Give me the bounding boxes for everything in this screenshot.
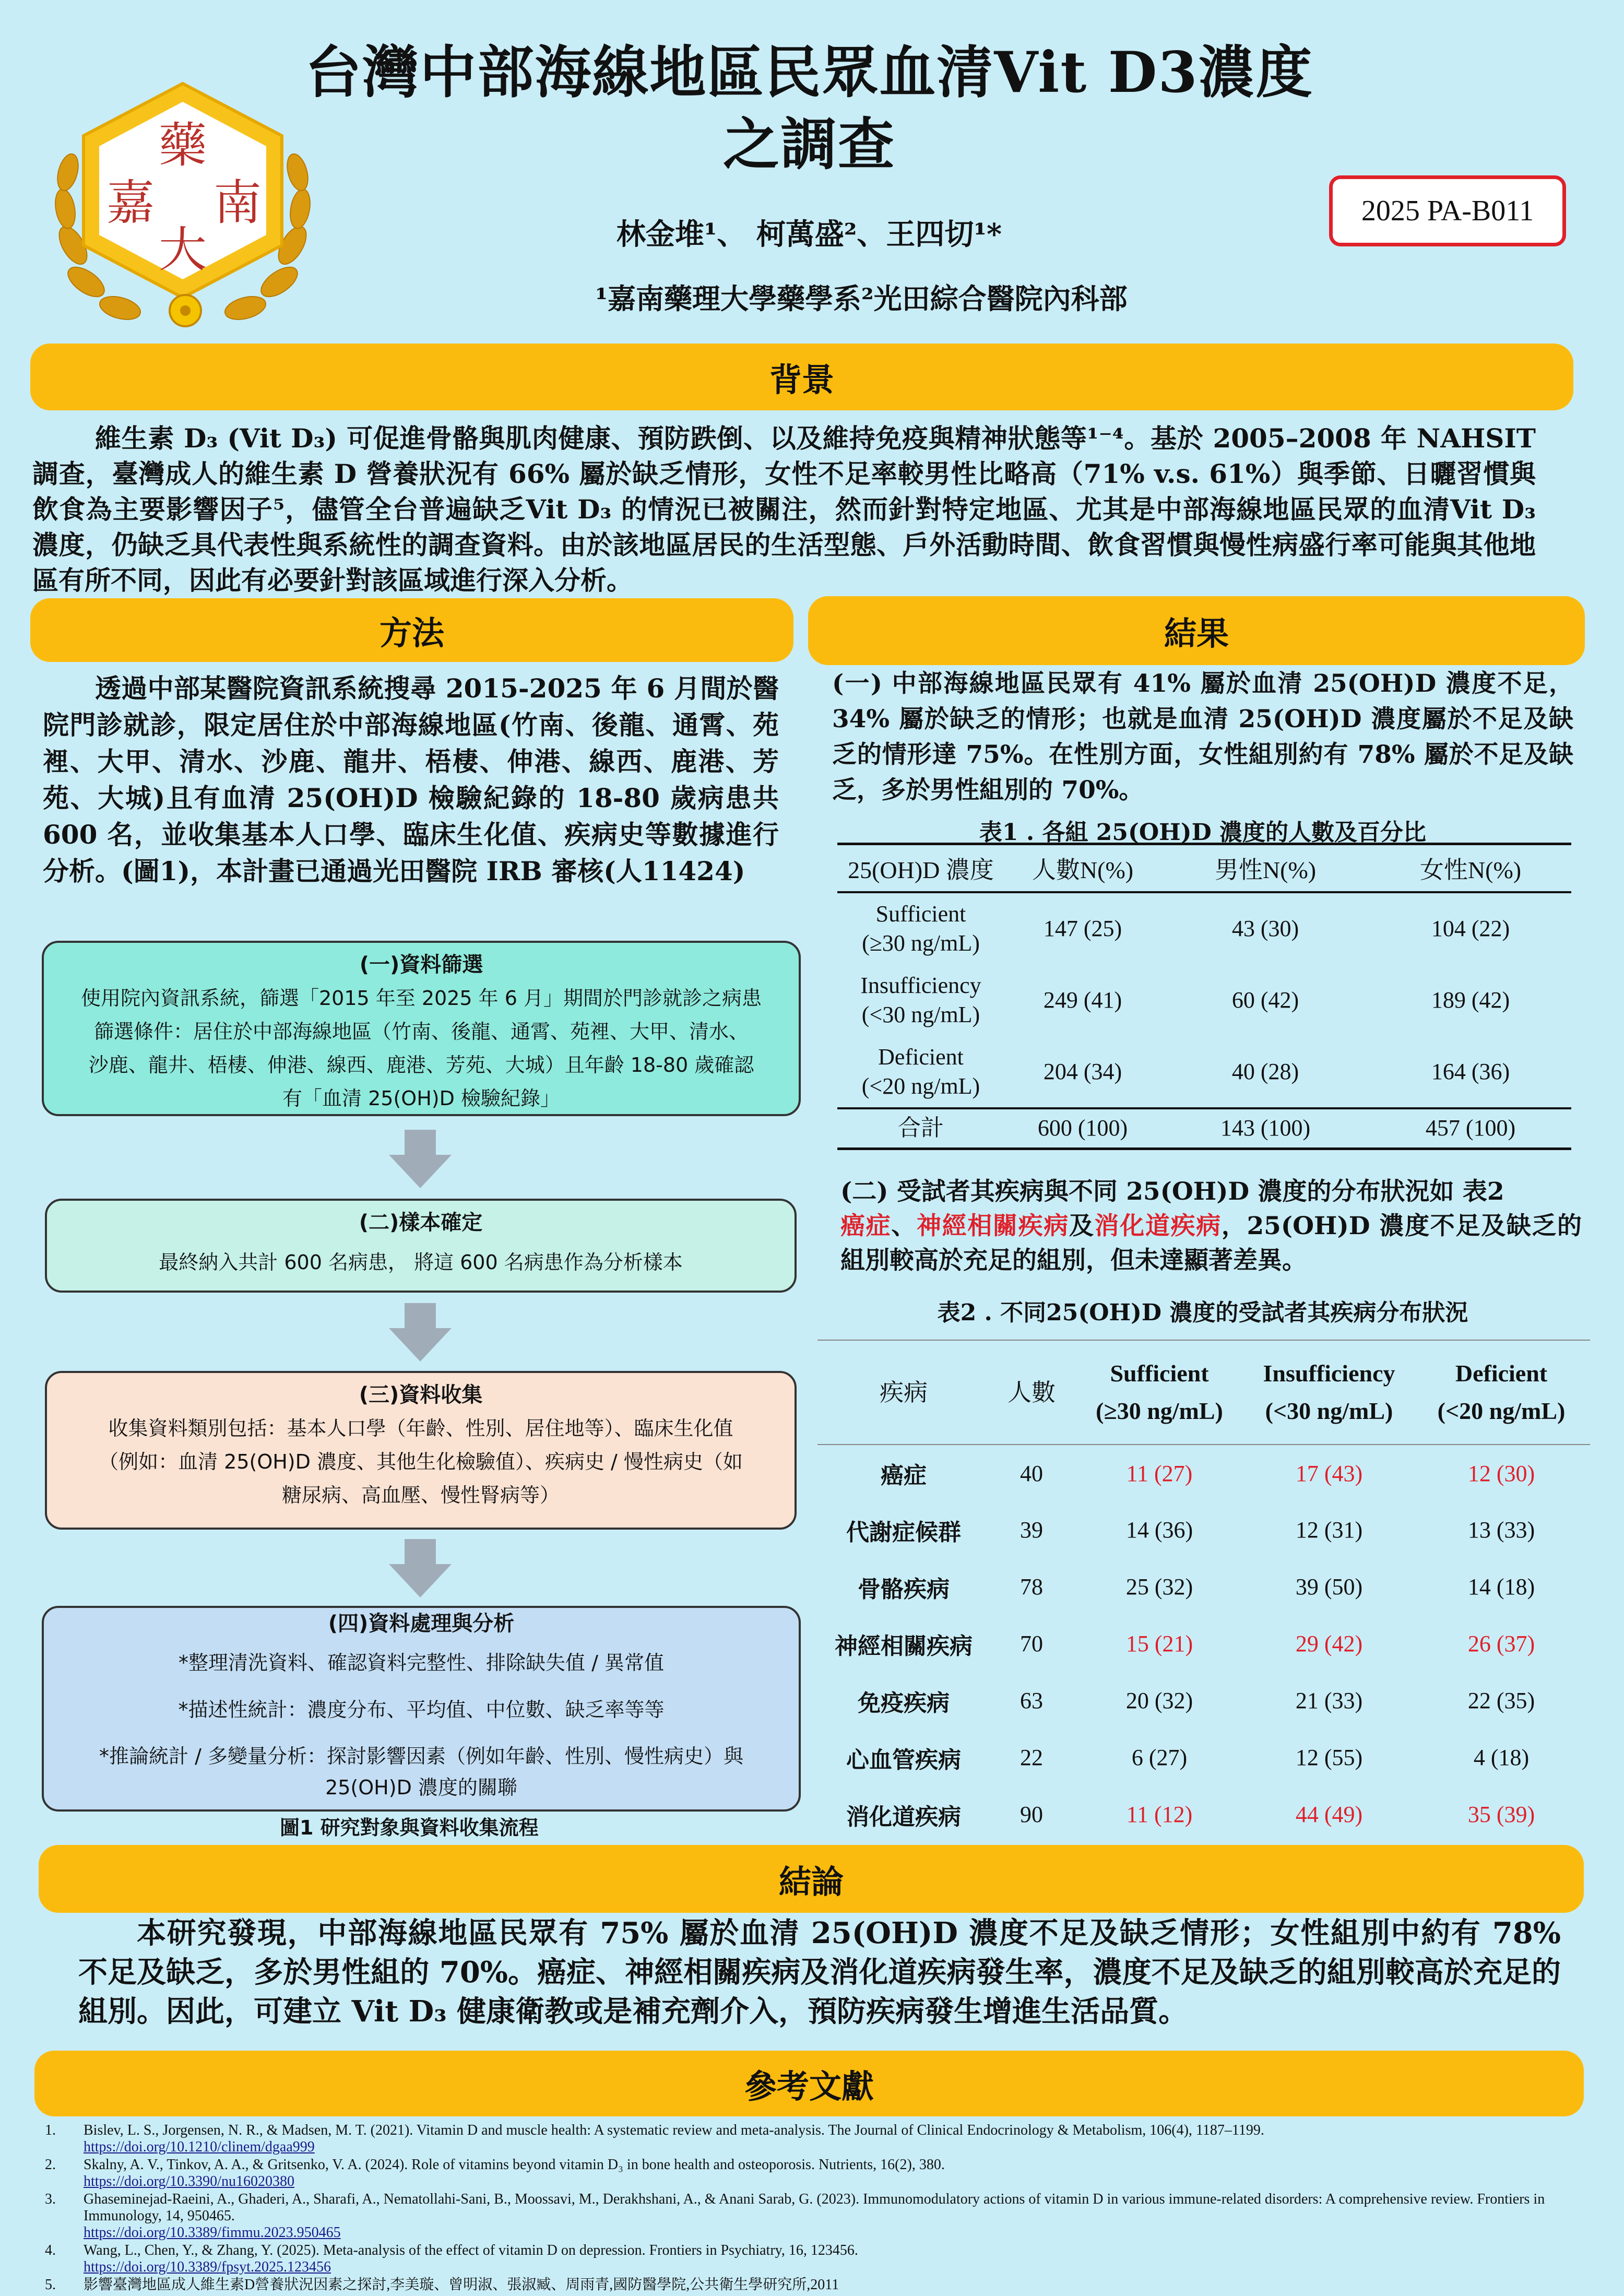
sufficient-cell: 11 (27) bbox=[1126, 1460, 1193, 1486]
reference-item bbox=[42, 2277, 1582, 2293]
count-cell: 78 bbox=[1020, 1574, 1043, 1600]
table-header: 男性N(%) bbox=[1161, 844, 1370, 892]
table-cell: 60 (42) bbox=[1231, 987, 1299, 1013]
flow-heading-2: (二)樣本確定 bbox=[359, 1211, 483, 1235]
flow-arrow-icon bbox=[389, 1303, 452, 1362]
table-cell: 600 (100) bbox=[1004, 1108, 1161, 1149]
references-header: 參考文獻 bbox=[34, 2051, 1584, 2116]
table-header: 女性N(%) bbox=[1370, 844, 1571, 892]
flow-line: 糖尿病、高血壓、慢性腎病等） bbox=[281, 1484, 560, 1507]
highlight-gi: 消化道疾病 bbox=[1094, 1212, 1222, 1240]
table-header: 人數N(%) bbox=[1004, 844, 1161, 892]
table-header-row bbox=[837, 844, 1571, 892]
count-cell: 63 bbox=[1020, 1688, 1043, 1713]
sufficient-cell: 15 (21) bbox=[1125, 1631, 1193, 1656]
flow-box-screening bbox=[42, 941, 801, 1116]
header-line: Insufficiency bbox=[1263, 1360, 1395, 1387]
reference-text: Bislev, L. S., Jorgensen, N. R., & Madsen, M. T. (2021). Vitamin D and muscle health: A systematic review and meta-analysis. The Journal of Clinical Endocrinology & Metabolism, 106(4), 1187–1199. bbox=[84, 2122, 1264, 2138]
flow-line: *描述性統計：濃度分布、平均值、中位數、缺乏率等等 bbox=[178, 1698, 665, 1721]
deficient-cell: 35 (39) bbox=[1467, 1802, 1535, 1827]
highlight-cancer: 癌症 bbox=[840, 1212, 892, 1240]
flow-line: （例如：血清 25(OH)D 濃度、其他生化檢驗值）、疾病史 / 慢性病史（如 bbox=[99, 1450, 743, 1473]
deficient-cell: 26 (37) bbox=[1467, 1631, 1535, 1656]
table-cell: 457 (100) bbox=[1370, 1108, 1571, 1149]
poster-title bbox=[292, 37, 1326, 181]
title-line-2: 之調查 bbox=[722, 112, 895, 177]
reference-list bbox=[42, 2122, 1582, 2294]
count-cell: 70 bbox=[1020, 1631, 1043, 1656]
table-header: 25(OH)D 濃度 bbox=[837, 844, 1004, 892]
table-cell: 164 (36) bbox=[1431, 1058, 1510, 1084]
table-header-row bbox=[817, 1340, 1590, 1445]
poster-code: 2025 PA-B011 bbox=[1329, 175, 1566, 246]
level-label: Sufficient bbox=[875, 901, 966, 927]
flow-line: 收集資料類別包括：基本人口學（年齡、性別、居住地等）、臨床生化值 bbox=[108, 1417, 733, 1440]
sufficient-cell: 11 (12) bbox=[1126, 1802, 1193, 1827]
flow-line: 25(OH)D 濃度的關聯 bbox=[325, 1776, 517, 1799]
insufficiency-cell: 21 (33) bbox=[1295, 1688, 1363, 1713]
reference-number: 5. bbox=[45, 2277, 56, 2293]
level-label: Insufficiency bbox=[860, 972, 981, 998]
reference-item bbox=[42, 2122, 1582, 2156]
table-row bbox=[817, 1786, 1590, 1843]
results-text-2-suffix: ，25(OH)D 濃度不足及缺乏的組別較高於充足的組別，但未達顯著差異。 bbox=[840, 1212, 1582, 1275]
table1 bbox=[837, 843, 1571, 1150]
flow-heading-3: (三)資料收集 bbox=[359, 1383, 483, 1407]
flow-line: *整理清洗資料、確認資料完整性、排除缺失值 / 異常值 bbox=[179, 1651, 664, 1674]
deficient-cell: 4 (18) bbox=[1473, 1745, 1530, 1770]
sep: 、 bbox=[891, 1212, 917, 1240]
header-line: (<30 ng/mL) bbox=[1265, 1398, 1393, 1424]
authors: 林金堆¹、 柯萬盛²、王四切¹* bbox=[616, 217, 1002, 252]
sufficient-cell: 20 (32) bbox=[1125, 1688, 1193, 1713]
table-row bbox=[837, 964, 1571, 1036]
count-cell: 39 bbox=[1020, 1517, 1043, 1543]
flow-line: 使用院內資訊系統，篩選「2015 年至 2025 年 6 月」期間於門診就診之病患 bbox=[81, 987, 762, 1010]
figure-caption: 圖1 研究對象與資料收集流程 bbox=[280, 1816, 539, 1839]
flow-arrow-icon bbox=[389, 1130, 452, 1188]
reference-link[interactable]: https://doi.org/10.3389/fimmu.2023.950465 bbox=[84, 2224, 341, 2241]
results-text-2-prefix: (二) 受試者其疾病與不同 25(OH)D 濃度的分布狀況如 表2 bbox=[840, 1177, 1504, 1206]
disease-cell: 神經相關疾病 bbox=[835, 1632, 973, 1660]
insufficiency-cell: 12 (55) bbox=[1295, 1745, 1363, 1770]
results-text-1: (一) 中部海線地區民眾有 41% 屬於血清 25(OH)D 濃度不足，34% 屬於缺乏的情形；也就是血清 25(OH)D 濃度屬於不足及缺乏的情形達 75%。在性別方面，女性組別約有 78% 屬於不足及缺乏，多於男性組別的 70%。 bbox=[832, 669, 1573, 804]
methods-header: 方法 bbox=[30, 598, 793, 662]
flow-arrow-icon bbox=[389, 1539, 452, 1597]
reference-number: 4. bbox=[45, 2242, 56, 2258]
table-header bbox=[1246, 1340, 1413, 1445]
logo-char-3: 南 bbox=[213, 175, 262, 231]
table-row bbox=[837, 1036, 1571, 1108]
university-logo bbox=[37, 73, 329, 334]
flow-line: 沙鹿、龍井、梧棲、伸港、線西、鹿港、芳苑、大城）且年齡 18-80 歲確認 bbox=[88, 1054, 754, 1076]
insufficiency-cell: 29 (42) bbox=[1295, 1631, 1363, 1656]
level-range: (<30 ng/mL) bbox=[861, 1001, 980, 1027]
logo-char-2: 嘉 bbox=[106, 175, 155, 231]
insufficiency-cell: 39 (50) bbox=[1295, 1574, 1363, 1600]
flow-heading-4: (四)資料處理與分析 bbox=[328, 1612, 515, 1636]
table-row bbox=[817, 1729, 1590, 1786]
flow-box-collection bbox=[45, 1371, 797, 1530]
flow-line: 有「血清 25(OH)D 檢驗紀錄」 bbox=[282, 1087, 560, 1110]
header-line: (≥30 ng/mL) bbox=[1096, 1398, 1223, 1424]
table-cell: 189 (42) bbox=[1431, 987, 1510, 1013]
methods-text: 透過中部某醫院資訊系統搜尋 2015-2025 年 6 月間於醫院門診就診，限定居住於中部海線地區(竹南、後龍、通霄、苑裡、大甲、清水、沙鹿、龍井、梧棲、伸港、線西、鹿港、芳苑、大城)且有血清 25(OH)D 檢驗紀錄的 18-80 歲病患共 600 名，並收集基本人口學、臨床生化值、疾病史等數據進行分析。(圖1)，本計畫已通過光田醫院 IRB 審核(人11424) bbox=[43, 673, 779, 886]
deficient-cell: 13 (33) bbox=[1467, 1517, 1535, 1543]
disease-cell: 癌症 bbox=[881, 1462, 927, 1489]
insufficiency-cell: 12 (31) bbox=[1295, 1517, 1363, 1543]
level-range: (<20 ng/mL) bbox=[861, 1073, 980, 1099]
count-cell: 90 bbox=[1020, 1802, 1043, 1827]
disease-cell: 免疫疾病 bbox=[858, 1689, 950, 1717]
table-cell bbox=[837, 964, 1004, 1036]
table-cell: 40 (28) bbox=[1231, 1058, 1299, 1084]
reference-number: 2. bbox=[45, 2157, 56, 2173]
sufficient-cell: 25 (32) bbox=[1125, 1574, 1193, 1600]
deficient-cell: 22 (35) bbox=[1467, 1688, 1535, 1713]
reference-link[interactable]: https://doi.org/10.1210/clinem/dgaa999 bbox=[84, 2139, 315, 2155]
count-cell: 40 bbox=[1020, 1460, 1043, 1486]
flow-line: 篩選條件：居住於中部海線地區（竹南、後龍、通霄、苑裡、大甲、清水、 bbox=[93, 1020, 749, 1043]
disease-cell: 代謝症候群 bbox=[846, 1519, 961, 1546]
sufficient-cell: 6 (27) bbox=[1131, 1745, 1188, 1770]
header-line: (<20 ng/mL) bbox=[1437, 1398, 1566, 1424]
table-cell: 合計 bbox=[837, 1108, 1004, 1149]
sufficient-cell: 14 (36) bbox=[1125, 1517, 1193, 1543]
reference-text: Ghaseminejad-Raeini, A., Ghaderi, A., Sharafi, A., Nematollahi-Sani, B., Moossavi, M., Derakhshani, A., & Anani Sarab, G. (2023). Immunomodulatory actions of vitamin D in various immune-related disorders: A comprehensive review. Frontiers in Immunology, 14, 950465. bbox=[84, 2191, 1545, 2224]
table-header bbox=[1073, 1340, 1246, 1445]
reference-number: 3. bbox=[45, 2191, 56, 2207]
flow-box-sample bbox=[45, 1199, 797, 1293]
table2 bbox=[817, 1340, 1590, 1843]
table-cell: 249 (41) bbox=[1043, 987, 1122, 1013]
level-range: (≥30 ng/mL) bbox=[862, 930, 980, 956]
table-total-row bbox=[837, 1108, 1571, 1149]
results-text-2 bbox=[840, 1175, 1582, 1278]
highlight-neuro: 神經相關疾病 bbox=[916, 1212, 1069, 1240]
sep: 及 bbox=[1069, 1212, 1095, 1240]
table-cell bbox=[837, 1036, 1004, 1108]
disease-cell: 消化道疾病 bbox=[846, 1803, 961, 1830]
table-cell: 143 (100) bbox=[1161, 1108, 1370, 1149]
table-row bbox=[817, 1672, 1590, 1729]
reference-item bbox=[42, 2191, 1582, 2241]
table-cell: 104 (22) bbox=[1431, 915, 1510, 941]
header-line: Deficient bbox=[1455, 1360, 1548, 1387]
flow-line: 最終納入共計 600 名病患， 將這 600 名病患作為分析樣本 bbox=[159, 1251, 683, 1274]
disease-cell: 骨骼疾病 bbox=[858, 1576, 950, 1603]
title-line-1: 台灣中部海線地區民眾血清Vit D3濃度 bbox=[305, 40, 1313, 105]
background-header: 背景 bbox=[30, 344, 1573, 410]
header-line: Sufficient bbox=[1110, 1360, 1209, 1387]
table-cell: 204 (34) bbox=[1043, 1058, 1122, 1084]
background-text: 維生素 D₃ (Vit D₃) 可促進骨骼與肌肉健康、預防跌倒、以及維持免疫與精神狀態等¹⁻⁴。基於 2005–2008 年 NAHSIT 調查，臺灣成人的維生素 D 營養狀況有 66% 屬於缺乏情形，女性不足率較男性比略高（71% v.s. 61%）與季節、日曬習慣與飲食為主要影響因子⁵，儘管全台普遍缺乏Vit D₃ 的情況已被關注，然而針對特定地區、尤其是中部海線地區民眾的血清Vit D₃ 濃度，仍缺乏具代表性與系統性的調查資料。由於該地區居民的生活型態、戶外活動時間、飲食習慣與慢性病盛行率可能與其他地區有所不同，因此有必要針對該區域進行深入分析。 bbox=[32, 423, 1536, 596]
table-header: 人數 bbox=[990, 1340, 1073, 1445]
logo-char-1: 藥 bbox=[158, 117, 207, 173]
table-header bbox=[1413, 1340, 1590, 1445]
flow-heading-1: (一)資料篩選 bbox=[359, 953, 483, 977]
results-header: 結果 bbox=[808, 596, 1585, 665]
reference-text: 影響臺灣地區成人維生素D營養狀況因素之探討,李美璇、曾明淑、張淑臧、周雨青,國防醫學院,公共衛生學研究所,2011 bbox=[84, 2277, 839, 2293]
affiliation: ¹嘉南藥理大學藥學系²光田綜合醫院內科部 bbox=[595, 282, 1128, 315]
reference-link[interactable]: https://doi.org/10.3390/nu16020380 bbox=[84, 2173, 294, 2190]
conclusion-header: 結論 bbox=[39, 1845, 1584, 1913]
table-row bbox=[817, 1501, 1590, 1558]
table-header: 疾病 bbox=[817, 1340, 990, 1445]
count-cell: 22 bbox=[1020, 1745, 1043, 1770]
flow-line: *推論統計 / 多變量分析：探討影響因素（例如年齡、性別、慢性病史）與 bbox=[99, 1745, 743, 1768]
insufficiency-cell: 17 (43) bbox=[1295, 1460, 1363, 1486]
flow-box-analysis bbox=[42, 1606, 801, 1812]
reference-item bbox=[42, 2242, 1582, 2276]
insufficiency-cell: 44 (49) bbox=[1295, 1802, 1363, 1827]
table-row bbox=[817, 1445, 1590, 1501]
table-cell: 147 (25) bbox=[1043, 915, 1122, 941]
table-row bbox=[817, 1615, 1590, 1672]
table-cell: 43 (30) bbox=[1231, 915, 1299, 941]
reference-text: Skalny, A. V., Tinkov, A. A., & Gritsenko, V. A. (2024). Role of vitamins beyond vitamin D₃ in bone health and osteoporosis. Nutrients, 16(2), 380. bbox=[84, 2157, 945, 2173]
deficient-cell: 12 (30) bbox=[1467, 1460, 1535, 1486]
table-cell bbox=[837, 892, 1004, 964]
logo-char-4: 大 bbox=[158, 222, 207, 278]
disease-cell: 心血管疾病 bbox=[846, 1746, 961, 1773]
table-row bbox=[837, 892, 1571, 964]
reference-item bbox=[42, 2157, 1582, 2190]
reference-text: Wang, L., Chen, Y., & Zhang, Y. (2025). Meta-analysis of the effect of vitamin D on depression. Frontiers in Psychiatry, 16, 123456. bbox=[84, 2242, 858, 2258]
table-row bbox=[817, 1558, 1590, 1615]
conclusion-text: 本研究發現，中部海線地區民眾有 75% 屬於血清 25(OH)D 濃度不足及缺乏情形；女性組別中約有 78% 不足及缺乏，多於男性組的 70%。癌症、神經相關疾病及消化道疾病發生率，濃度不足及缺乏的組別較高於充足的組別。因此，可建立 Vit D₃ 健康衛教或是補充劑介入，預防疾病發生增進生活品質。 bbox=[78, 1916, 1561, 2029]
deficient-cell: 14 (18) bbox=[1467, 1574, 1535, 1600]
reference-link[interactable]: https://doi.org/10.3389/fpsyt.2025.123456 bbox=[84, 2259, 331, 2275]
reference-number: 1. bbox=[45, 2122, 56, 2138]
level-label: Deficient bbox=[878, 1044, 964, 1070]
table2-caption: 表2 . 不同25(OH)D 濃度的受試者其疾病分布狀況 bbox=[937, 1299, 1468, 1326]
table1-caption: 表1 . 各組 25(OH)D 濃度的人數及百分比 bbox=[979, 819, 1427, 846]
